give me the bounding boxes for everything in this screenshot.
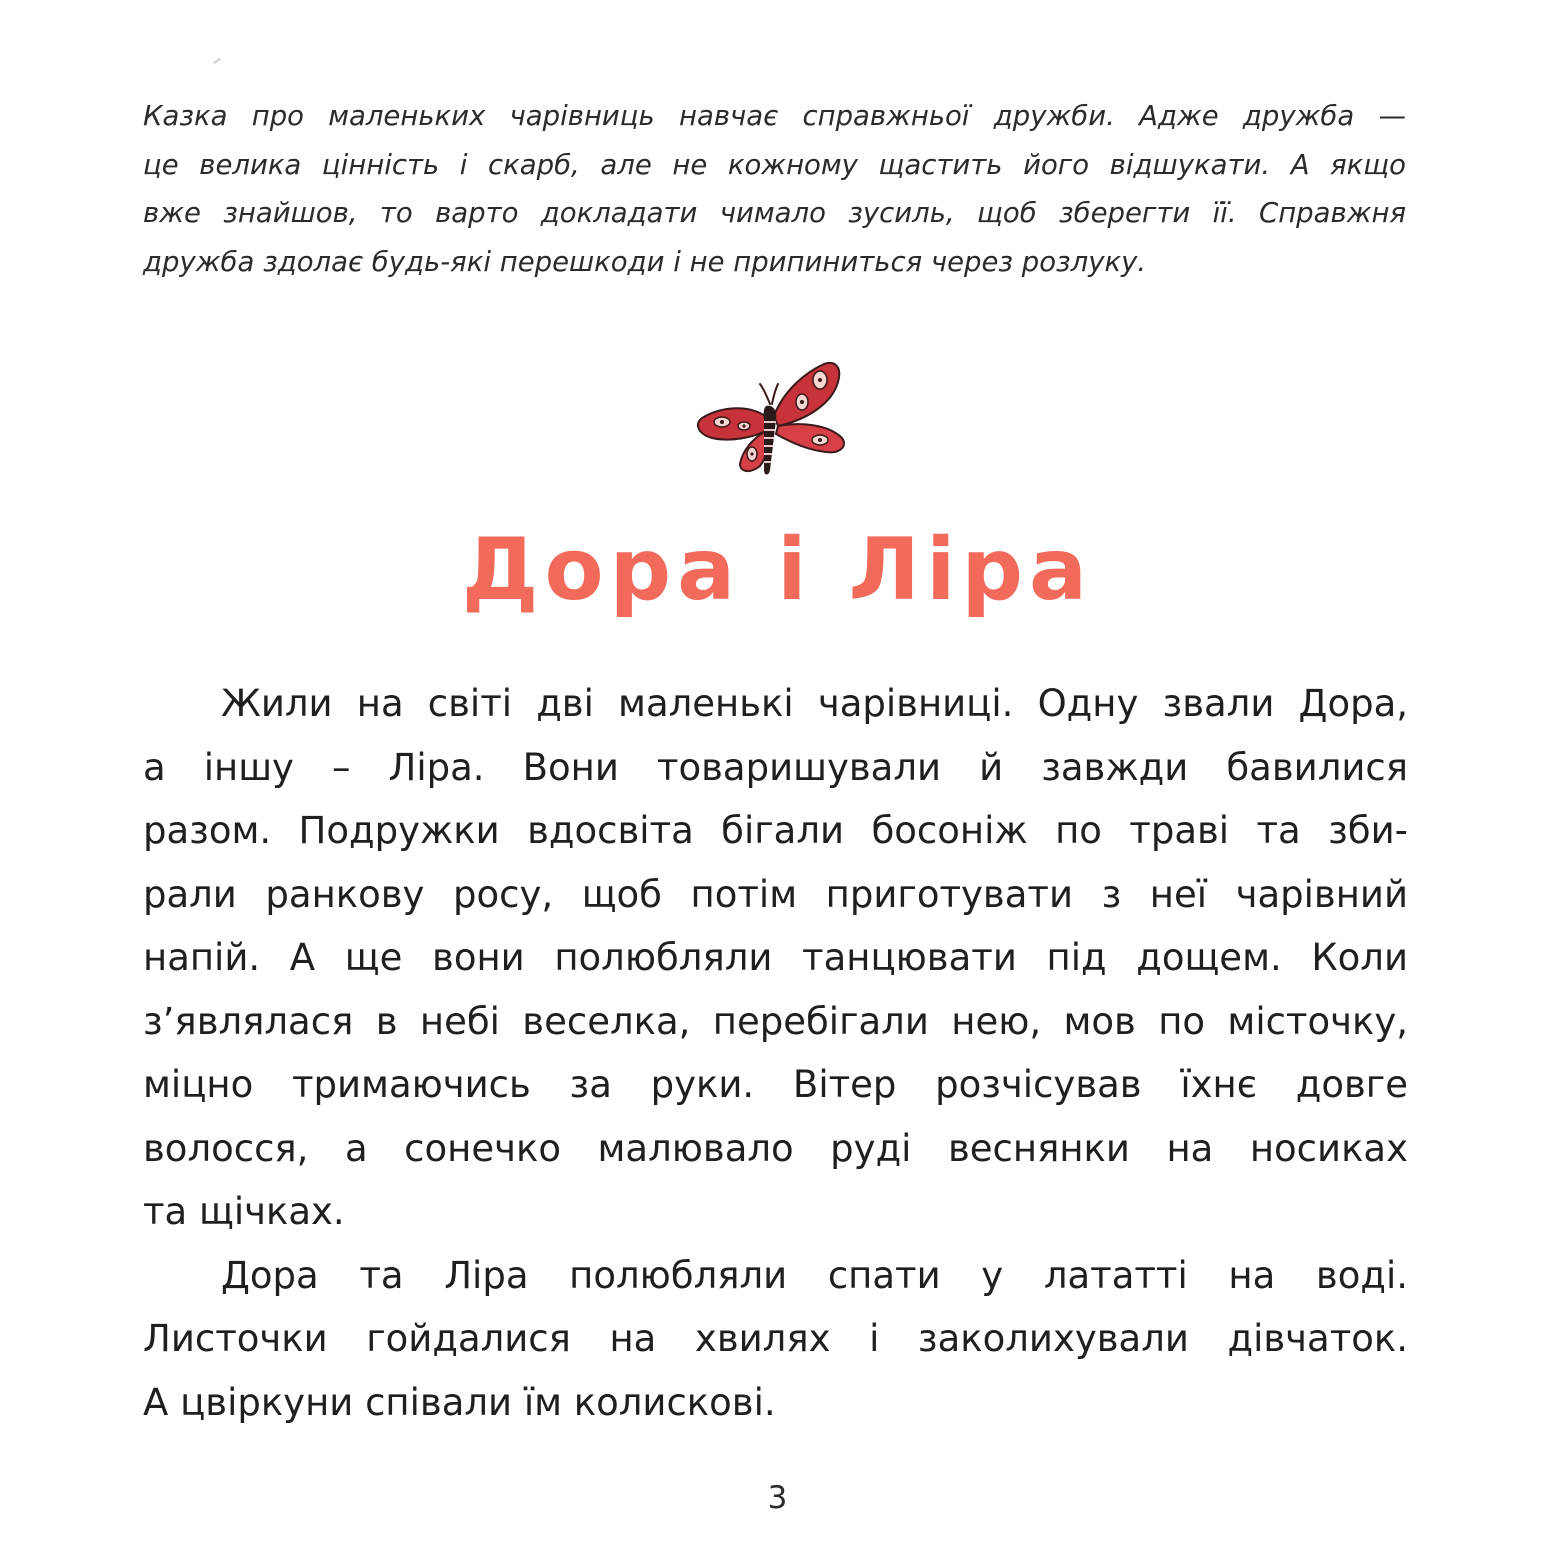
- scan-artifact: [213, 58, 221, 64]
- butterfly-body: [764, 406, 777, 475]
- intro-line: дружба здолає будь-які перешкоди і не припиниться через розлуку.: [143, 245, 1147, 278]
- intro-line: це велика цінність і скарб, але не кожному щастить його відшукати. А якщо: [143, 148, 1406, 181]
- butterfly-upper-left-wing: [698, 408, 768, 439]
- story-line: Листочки гойдалися на хвилях і заколихували дівчаток.: [143, 1317, 1408, 1360]
- story-line: з’являлася в небі веселка, перебігали нею, мов по місточку,: [143, 999, 1408, 1043]
- butterfly-lower-right-wing: [776, 424, 844, 452]
- story-title: Дора і Ліра: [461, 520, 1094, 620]
- story-line: А цвіркуни співали їм колискові.: [143, 1380, 776, 1424]
- story-line: волосся, а сонечко малювало руді веснянки на носиках: [143, 1126, 1408, 1170]
- story-line: рали ранкову росу, щоб потім приготувати з неї чарівний: [143, 872, 1408, 916]
- butterfly-icon: [690, 360, 850, 490]
- story-line: а іншу – Ліра. Вони товаришували й завжди бавилися: [143, 745, 1408, 789]
- intro-paragraph: [143, 92, 1406, 286]
- butterfly-upper-right-wing: [774, 363, 839, 426]
- intro-line: Казка про маленьких чарівниць навчає справжньої дружби. Адже дружба —: [143, 100, 1406, 132]
- butterfly-antennae: [760, 384, 778, 404]
- story-line: разом. Подружки вдосвіта бігали босоніж по траві та зби-: [143, 809, 1408, 852]
- story-body: [143, 672, 1408, 1434]
- intro-line: вже знайшов, то варто докладати чимало зусиль, щоб зберегти її. Справжня: [143, 197, 1406, 229]
- story-line: Жили на світі дві маленькі чарівниці. Одну звали Дора,: [221, 682, 1408, 725]
- story-line: Дора та Ліра полюбляли спати у лататті на воді.: [221, 1253, 1408, 1297]
- story-line: напій. А ще вони полюбляли танцювати під дощем. Коли: [143, 936, 1408, 979]
- story-line: та щічках.: [143, 1190, 345, 1233]
- story-line: міцно тримаючись за руки. Вітер розчісував їхнє довге: [143, 1063, 1408, 1106]
- page-number: 3: [767, 1480, 788, 1516]
